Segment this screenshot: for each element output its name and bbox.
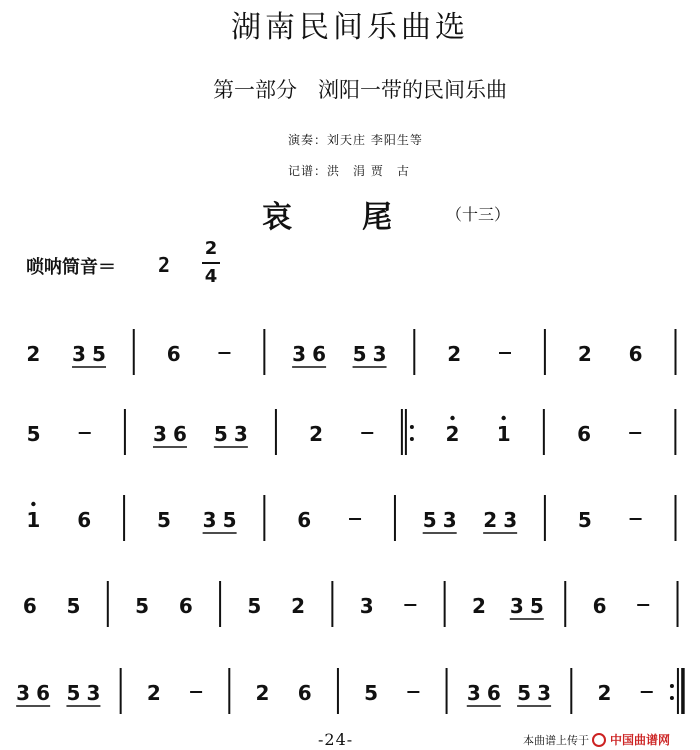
section-title: 第一部分 浏阳一带的民间乐曲 <box>213 78 507 102</box>
score-note: 5 <box>135 594 150 618</box>
score-note: 6 <box>297 508 312 532</box>
score-note: 3 <box>442 508 457 532</box>
score-note: 2 <box>291 594 306 618</box>
score-note: 1 <box>26 508 41 532</box>
score-note: 2 <box>577 342 592 366</box>
score-note: 6 <box>628 342 643 366</box>
score-note: 5 <box>66 594 81 618</box>
score-note: 5 <box>422 508 437 532</box>
high-octave-dot <box>31 502 35 506</box>
score-note: 2 <box>309 422 324 446</box>
score-note: 3 <box>372 342 387 366</box>
score-note: 6 <box>577 422 592 446</box>
score-note: 2 <box>255 681 270 705</box>
score-note: 6 <box>77 508 92 532</box>
score-note: 6 <box>36 681 51 705</box>
score-note: 1 <box>496 422 511 446</box>
score-note: 2 <box>597 681 612 705</box>
notation-credit: 记谱：洪 涓 贾 古 <box>288 164 410 178</box>
score-note: 6 <box>297 681 312 705</box>
piece-title: 哀尾 <box>262 200 462 235</box>
time-signature-top: 2 <box>204 238 218 259</box>
score-note: 5 <box>364 681 379 705</box>
score-note: 3 <box>153 422 167 446</box>
score-note: 5 <box>577 508 592 532</box>
score-note: 3 <box>202 508 217 532</box>
piece-number: （十三） <box>446 205 511 224</box>
high-octave-dot <box>501 416 505 420</box>
page-number: -24- <box>318 730 354 749</box>
score-note: 6 <box>486 681 501 705</box>
score-note: 6 <box>173 422 187 446</box>
score-note: 5 <box>529 594 544 618</box>
score-note: 5 <box>213 422 228 446</box>
key-signature-note: 2 <box>158 253 171 277</box>
score-note: 3 <box>537 681 552 705</box>
score-note: 2 <box>26 342 41 366</box>
score-note: 5 <box>247 594 262 618</box>
repeat-dot <box>410 437 414 441</box>
score-note: 6 <box>166 342 181 366</box>
score-note: 5 <box>517 681 532 705</box>
performers-credit: 演奏：刘天庄 李阳生等 <box>288 133 423 147</box>
score-note: 6 <box>592 594 607 618</box>
repeat-dot <box>670 696 674 700</box>
footer-watermark <box>523 731 670 748</box>
score-note: 6 <box>22 594 37 618</box>
score-note: 3 <box>466 681 481 705</box>
score-note: 2 <box>445 422 460 446</box>
footer-uploaded-text: 本曲谱上传于 <box>523 733 589 747</box>
score-note: 2 <box>447 342 462 366</box>
score-note: 3 <box>72 342 86 366</box>
score-note: 6 <box>312 342 327 366</box>
score-note: 3 <box>16 681 31 705</box>
score-note: 3 <box>509 594 524 618</box>
score-note: 3 <box>86 681 101 705</box>
score-note: 5 <box>92 342 106 366</box>
score-note: 3 <box>503 508 518 532</box>
high-octave-dot <box>450 416 454 420</box>
collection-title: 湖南民间乐曲选 <box>231 10 469 45</box>
score-note: 3 <box>233 422 248 446</box>
score-note: 2 <box>471 594 486 618</box>
score-note: 2 <box>146 681 161 705</box>
score-note: 5 <box>26 422 41 446</box>
repeat-dot <box>410 425 414 429</box>
score-note: 3 <box>292 342 307 366</box>
score-note: 5 <box>66 681 81 705</box>
repeat-dot <box>670 684 674 688</box>
footer-site-name: 中国曲谱网 <box>610 733 671 747</box>
score-note: 3 <box>359 594 374 618</box>
key-signature-label: 唢呐筒音＝ <box>26 257 116 278</box>
score-note: 5 <box>352 342 367 366</box>
score-note: 6 <box>178 594 193 618</box>
time-signature-bottom: 4 <box>204 266 218 287</box>
score-note: 5 <box>222 508 237 532</box>
site-logo-icon <box>592 733 606 747</box>
score-note: 5 <box>157 508 171 532</box>
score-note: 2 <box>483 508 498 532</box>
